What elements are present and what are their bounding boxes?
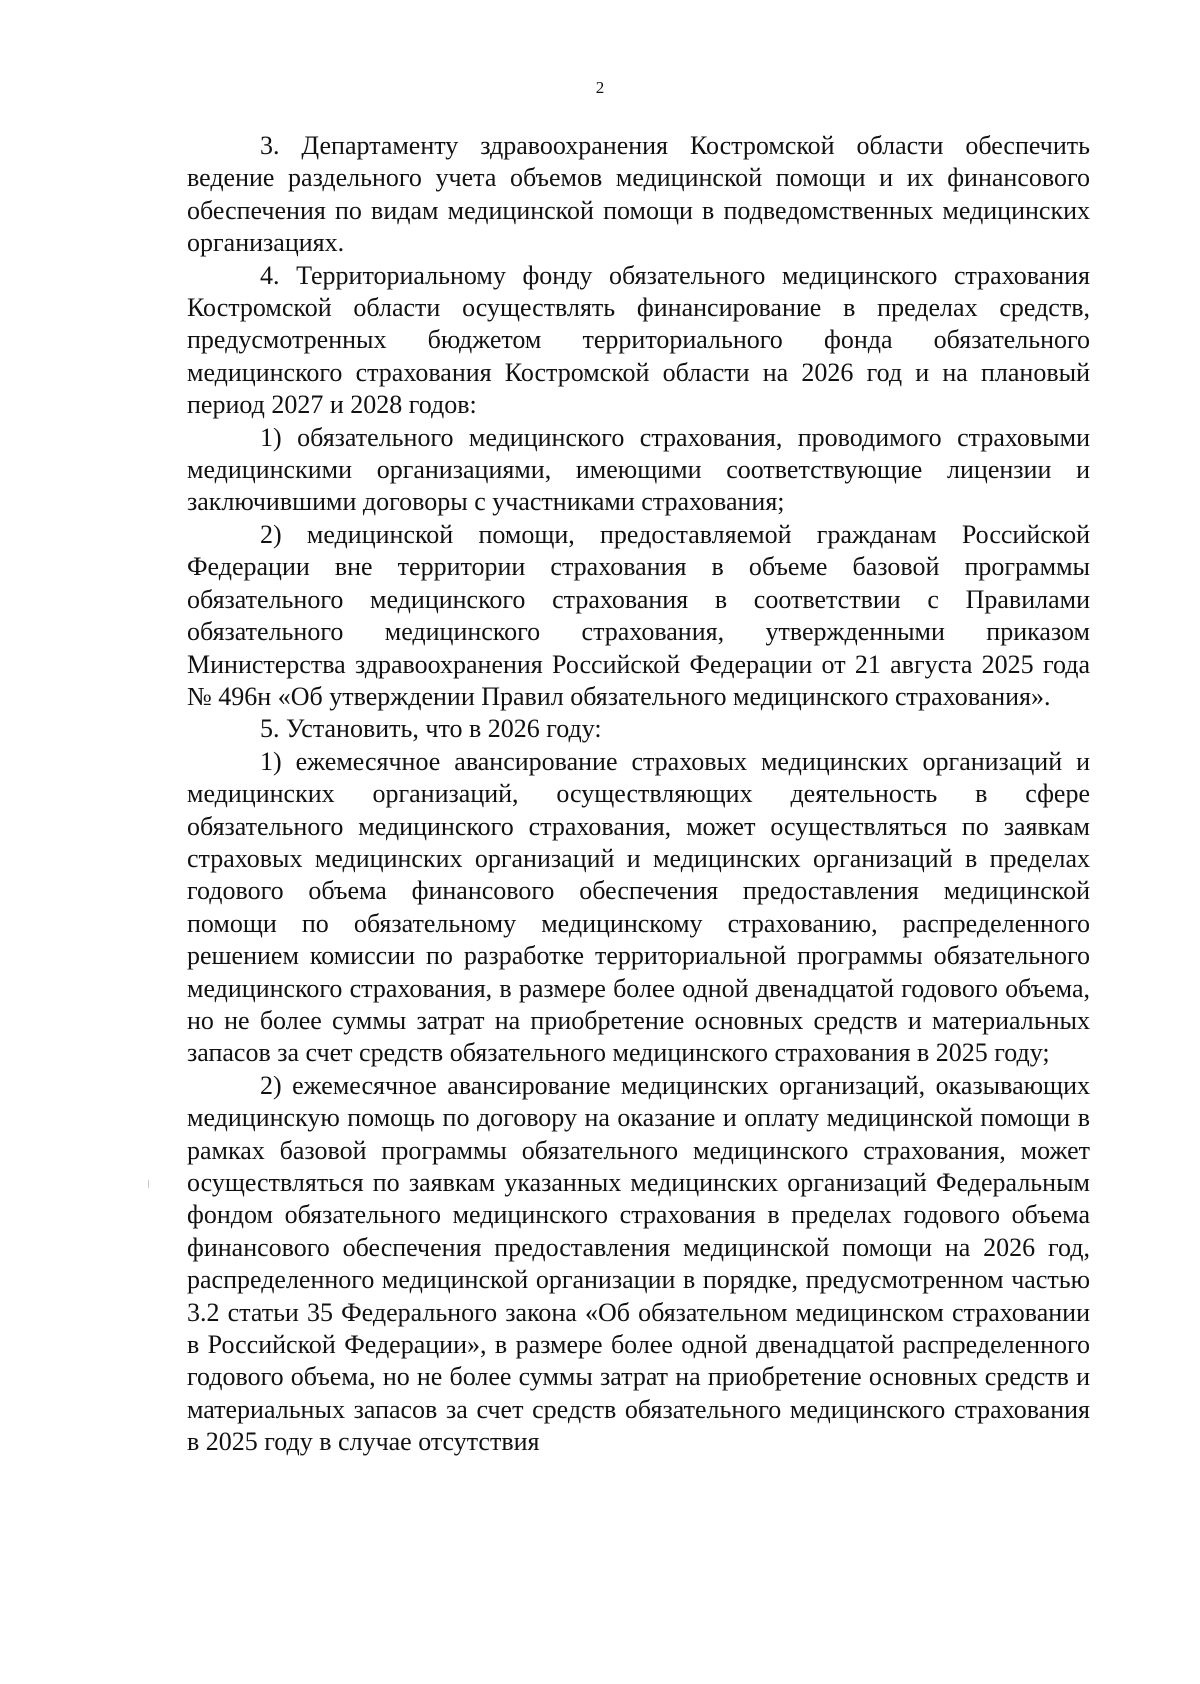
subparagraph-4-1: 1) обязательного медицинского страхования, проводимого страховыми медицинскими организациями, имеющими соответствующие лицензии и заключившими договоры с участниками страхования; xyxy=(187,422,1090,517)
subparagraph-5-1: 1) ежемесячное авансирование страховых медицинских организаций и медицинских организаций, осуществляющих деятельность в сфере обязательного медицинского страхования, может осуществляться по заявкам страховых медицинских организаций и медицинских организаций в пределах годового объема финансового обеспечения предоставления медицинской помощи по обязательному медицинскому страхованию, распределенного решением комиссии по разработке территориальной программы обязательного медицинского страхования, в размере более одной двенадцатой годового объема, но не более суммы затрат на приобретение основных средств и материальных запасов за счет средств обязательного медицинского страхования в 2025 году; xyxy=(187,746,1090,1068)
paragraph-item-4: 4. Территориальному фонду обязательного медицинского страхования Костромской области осуществлять финансирование в пределах средств, предусмотренных бюджетом территориального фонда обязательного медицинского страхования Костромской области на 2026 год и на плановый период 2027 и 2028 годов: xyxy=(187,260,1090,420)
page-number: 2 xyxy=(595,78,605,97)
scan-artifact xyxy=(148,1180,149,1188)
paragraph-item-3: 3. Департаменту здравоохранения Костромской области обеспечить ведение раздельного учета объемов медицинской помощи и их финансового обеспечения по видам медицинской помощи в подведомственных медицинских организациях. xyxy=(187,131,1090,258)
subparagraph-4-2: 2) медицинской помощи, предоставляемой гражданам Российской Федерации вне территории страхования в объеме базовой программы обязательного медицинского страхования в соответствии с Правилами обязательного медицинского страхования, утвержденными приказом Министерства здравоохранения Российской Федерации от 21 августа 2025 года № 496н «Об утверждении Правил обязательного медицинского страхования». xyxy=(187,519,1090,711)
paragraph-item-5: 5. Установить, что в 2026 году: xyxy=(260,714,602,744)
document-body xyxy=(187,130,1090,1459)
subparagraph-5-2: 2) ежемесячное авансирование медицинских организаций, оказывающих медицинскую помощь по договору на оказание и оплату медицинской помощи в рамках базовой программы обязательного медицинского страхования, может осуществляться по заявкам указанных медицинских организаций Федеральным фондом обязательного медицинского страхования в пределах годового объема финансового обеспечения предоставления медицинской помощи на 2026 год, распределенного медицинской организации в порядке, предусмотренном частью 3.2 статьи 35 Федерального закона «Об обязательном медицинском страховании в Российской Федерации», в размере более одной двенадцатой распределенного годового объема, но не более суммы затрат на приобретение основных средств и материальных запасов за счет средств обязательного медицинского страхования в 2025 году в случае отсутствия xyxy=(187,1070,1090,1457)
